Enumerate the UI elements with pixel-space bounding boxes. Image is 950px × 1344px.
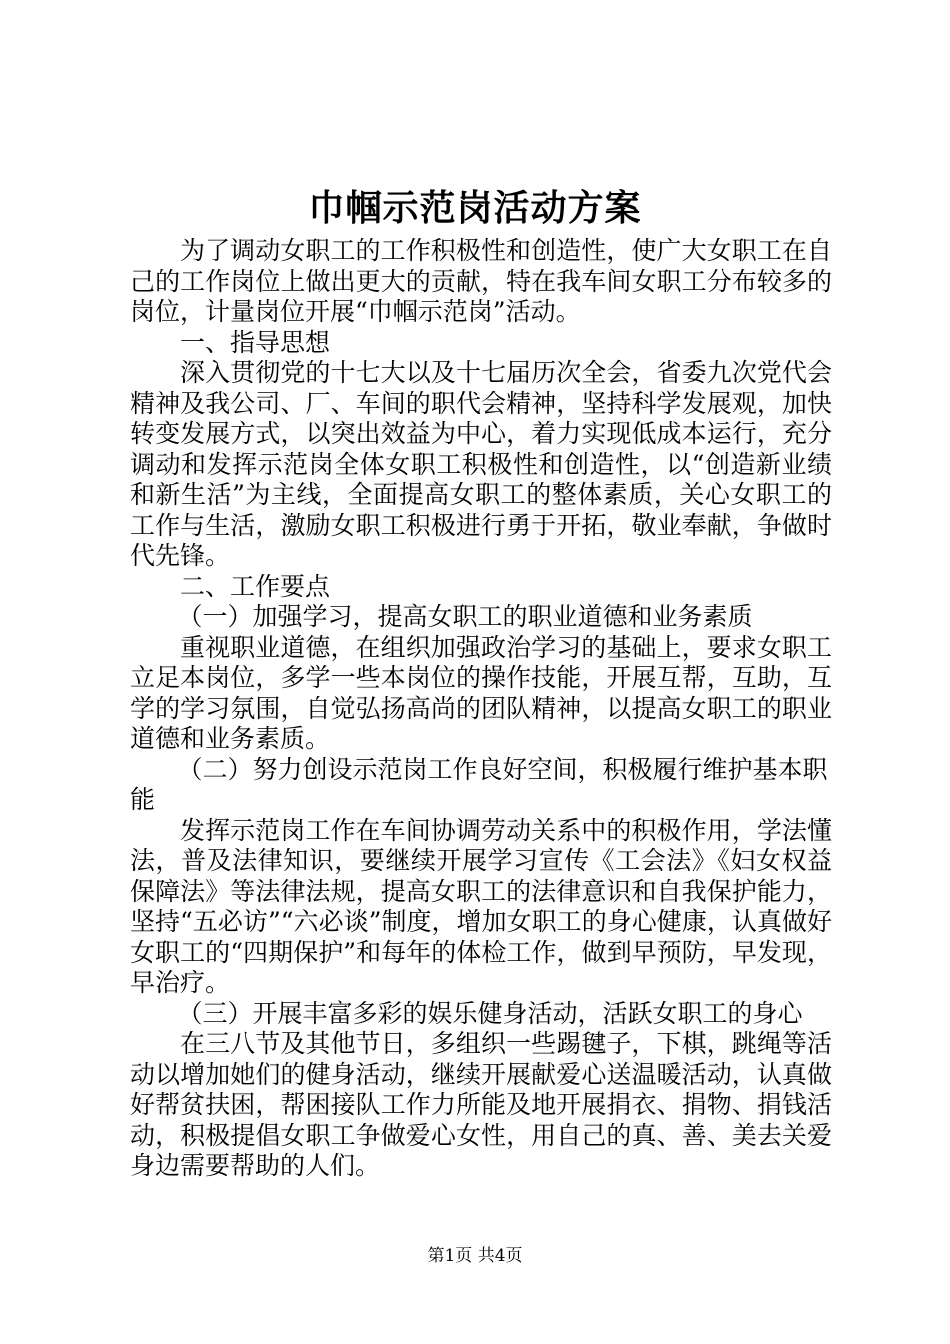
subheading-activities: （三）开展丰富多彩的娱乐健身活动，活跃女职工的身心 (177, 998, 803, 1028)
section-heading-work-points: 二、工作要点 (180, 571, 331, 601)
paragraph-study: 重视职业道德，在组织加强政治学习的基础上，要求女职工立足本岗位，多学一些本岗位的操作技能，开展互帮，互助，互学的学习氛围，自觉弘扬高尚的团队精神，以提高女职工的职业道德和业务素质。 (130, 632, 832, 753)
document-body (130, 236, 832, 1182)
section-heading-guiding-ideology: 一、指导思想 (180, 327, 331, 357)
subheading-workspace: （二）努力创设示范岗工作良好空间，积极履行维护基本职能 (130, 754, 828, 814)
paragraph-activities: 在三八节及其他节日，多组织一些踢毽子，下棋，跳绳等活动以增加她们的健身活动，继续开展献爱心送温暖活动，认真做好帮贫扶困，帮困接队工作力所能及地开展捐衣、捐物、捐钱活动，积极提倡女职工争做爱心女性，用自己的真、善、美去关爱身边需要帮助的人们。 (130, 1029, 832, 1180)
paragraph-guiding-ideology: 深入贯彻党的十七大以及十七届历次全会，省委九次党代会精神及我公司、厂、车间的职代会精神，坚持科学发展观，加快转变发展方式，以突出效益为中心，着力实现低成本运行，充分调动和发挥示范岗全体女职工积极性和创造性，以“创造新业绩和新生活”为主线，全面提高女职工的整体素质，关心女职工的工作与生活，激励女职工积极进行勇于开拓，敬业奉献，争做时代先锋。 (130, 358, 832, 570)
subheading-study: （一）加强学习，提高女职工的职业道德和业务素质 (177, 602, 753, 631)
page-number-footer: 第1页 共4页 (427, 1246, 523, 1266)
document-title: 巾帼示范岗活动方案 (308, 187, 642, 229)
paragraph-workspace: 发挥示范岗工作在车间协调劳动关系中的积极作用，学法懂法，普及法律知识，要继续开展学习宣传《工会法》《妇女权益保障法》等法律法规，提高女职工的法律意识和自我保护能力，坚持“五必访”“六必谈”制度，增加女职工的身心健康，认真做好女职工的“四期保护”和每年的体检工作，做到早预防，早发现，早治疗。 (130, 815, 832, 997)
paragraph-intro: 为了调动女职工的工作积极性和创造性，使广大女职工在自己的工作岗位上做出更大的贡献，特在我车间女职工分布较多的岗位，计量岗位开展“巾帼示范岗”活动。 (130, 236, 832, 326)
